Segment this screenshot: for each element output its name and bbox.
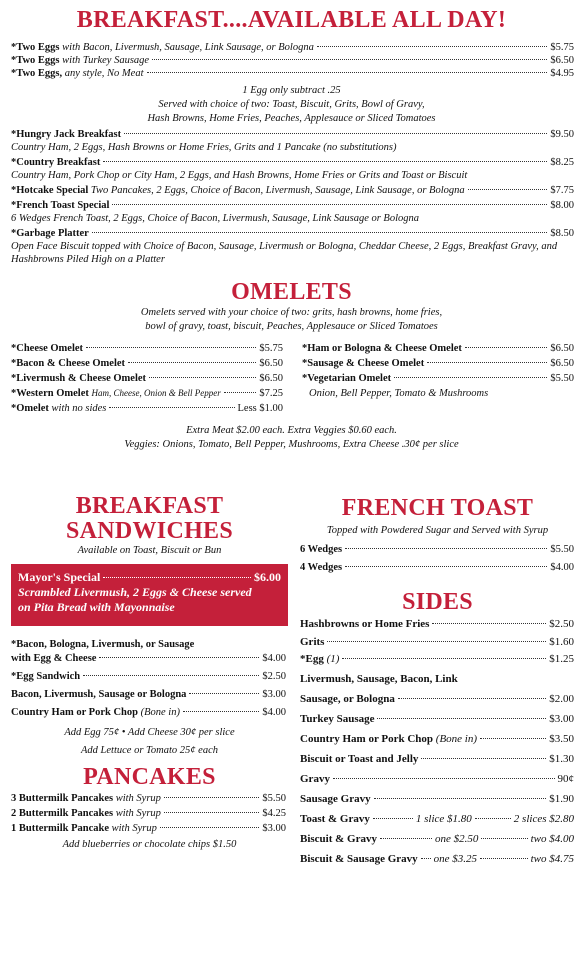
- breakfast-items: [11, 41, 574, 80]
- pancakes-note: Add blueberries or chocolate chips $1.50: [62, 839, 237, 850]
- omelets-left: [11, 342, 283, 415]
- item-description: Open Face Biscuit topped with Choice of Bacon, Sausage, Livermush or Bologna, Cheddar Cheese, 2 Eggs, Breakfast Gravy, and Hashbrowns Piled High on a Platter: [11, 241, 558, 265]
- sandwich-note-1: Add Egg 75¢ • Add Cheese 30¢ per slice: [64, 727, 235, 738]
- served-note-2: Hash Browns, Home Fries, Peaches, Applesauce or Sliced Tomatoes: [147, 113, 436, 124]
- served-note: Served with choice of two: Toast, Biscuit, Grits, Bowl of Gravy,: [158, 99, 425, 110]
- menu-item: *French Toast Special $8.00: [11, 200, 574, 211]
- item-description: Country Ham, 2 Eggs, Hash Browns or Home Fries, Grits and 1 Pancake (no substitutions): [11, 142, 397, 153]
- menu-item: with Egg & Cheese $4.00: [11, 653, 286, 664]
- mayor-name: Mayor's Special: [18, 570, 101, 584]
- item-description: Country Ham, Pork Chop or City Ham, 2 Eggs, and Hash Browns, Home Fries or Grits and Toast or Biscuit: [11, 170, 468, 181]
- menu-item: Toast & Gravy 1 slice $1.80 2 slices $2.80: [300, 812, 574, 825]
- sides-title: SIDES: [402, 589, 473, 615]
- menu-item: *Western Omelet Ham, Cheese, Onion & Bell Pepper $7.25: [11, 388, 283, 399]
- menu-item: *Egg Sandwich $2.50: [11, 671, 286, 682]
- mayor-desc-2: on Pita Bread with Mayonnaise: [18, 600, 175, 614]
- omelets-intro-1: Omelets served with your choice of two: grits, hash browns, home fries,: [140, 307, 443, 318]
- omelets-right: [302, 342, 574, 400]
- menu-item: Hashbrowns or Home Fries $2.50: [300, 618, 574, 630]
- menu-item: *Livermush & Cheese Omelet $6.50: [11, 373, 283, 384]
- menu-item: 6 Wedges $5.50: [300, 544, 574, 555]
- menu-item: Biscuit & Gravy one $2.50 two $4.00: [300, 832, 574, 845]
- egg-note: 1 Egg only subtract .25: [242, 85, 341, 96]
- menu-item: *Two Eggs with Turkey Sausage $6.50: [11, 55, 574, 66]
- menu-item: Country Ham or Pork Chop (Bone in) $3.50: [300, 732, 574, 745]
- omelets-intro: [0, 306, 583, 334]
- menu-item: *Two Eggs with Bacon, Livermush, Sausage, Link Sausage, or Bologna $5.75: [11, 42, 574, 53]
- sides-items: [300, 616, 574, 869]
- sandwich-note-2: Add Lettuce or Tomato 25¢ each: [81, 745, 218, 756]
- menu-item: *Hungry Jack Breakfast $9.50: [11, 129, 574, 140]
- menu-item: Biscuit or Toast and Jelly $1.30: [300, 752, 574, 765]
- menu-item: Grits $1.60: [300, 635, 574, 648]
- breakfast-specials: [11, 128, 574, 266]
- menu-item: 4 Wedges $4.00: [300, 562, 574, 573]
- mayor-desc-1: Scrambled Livermush, 2 Eggs & Cheese served: [18, 585, 252, 599]
- menu-item: *Omelet with no sides Less $1.00: [11, 403, 283, 414]
- breakfast-notes: [0, 84, 583, 126]
- sandwiches-sub: Available on Toast, Biscuit or Bun: [77, 545, 222, 556]
- menu-item: *Ham or Bologna & Cheese Omelet $6.50: [302, 343, 574, 354]
- menu-item: *Sausage & Cheese Omelet $6.50: [302, 358, 574, 369]
- menu-item: 1 Buttermilk Pancake with Syrup $3.00: [11, 823, 286, 834]
- menu-item: 3 Buttermilk Pancakes with Syrup $5.50: [11, 793, 286, 804]
- french-toast-sub: Topped with Powdered Sugar and Served with Syrup: [326, 525, 549, 536]
- menu-item: *Egg (1) $1.25: [300, 653, 574, 665]
- sandwich-notes: [11, 724, 288, 760]
- menu-item: *Bacon & Cheese Omelet $6.50: [11, 358, 283, 369]
- menu-item: *Two Eggs, any style, No Meat $4.95: [11, 68, 574, 79]
- french-toast-items: [300, 541, 574, 577]
- sandwiches-title-2: SANDWICHES: [65, 518, 234, 544]
- menu-item: *Hotcake Special Two Pancakes, 2 Eggs, Choice of Bacon, Livermush, Sausage, Link Sausage, or Bologna $7.75: [11, 185, 574, 196]
- pancake-items: [11, 791, 286, 836]
- menu-item: 2 Buttermilk Pancakes with Syrup $4.25: [11, 808, 286, 819]
- extras-note-2: Veggies: Onions, Tomato, Bell Pepper, Mushrooms, Extra Cheese .30¢ per slice: [124, 439, 459, 450]
- menu-item: *Country Breakfast $8.25: [11, 157, 574, 168]
- extras-note-1: Extra Meat $2.00 each. Extra Veggies $0.60 each.: [186, 425, 397, 436]
- pancakes-title: PANCAKES: [83, 764, 216, 790]
- mayors-special: [11, 564, 288, 626]
- breakfast-title: BREAKFAST....AVAILABLE ALL DAY!: [76, 7, 507, 33]
- menu-item: Gravy 90¢: [300, 772, 574, 785]
- menu-item: *Garbage Platter $8.50: [11, 228, 574, 239]
- menu-item: Biscuit & Sausage Gravy one $3.25 two $4.75: [300, 852, 574, 865]
- omelets-intro-2: bowl of gravy, toast, biscuit, Peaches, Applesauce or Sliced Tomatoes: [145, 321, 438, 332]
- sandwich-items: [11, 638, 286, 719]
- omelets-extras: [0, 424, 583, 452]
- vegetarian-description: Onion, Bell Pepper, Tomato & Mushrooms: [309, 388, 489, 399]
- menu-item: *Vegetarian Omelet $5.50: [302, 373, 574, 384]
- menu-item: Turkey Sausage $3.00: [300, 712, 574, 725]
- omelets-title: OMELETS: [231, 279, 352, 305]
- menu-item: Sausage Gravy $1.90: [300, 792, 574, 805]
- menu-item: Bacon, Livermush, Sausage or Bologna $3.00: [11, 689, 286, 700]
- sandwiches-title: [11, 494, 288, 543]
- menu-item: *Cheese Omelet $5.75: [11, 343, 283, 354]
- livermush-label: Livermush, Sausage, Bacon, Link: [300, 672, 458, 685]
- item-description: 6 Wedges French Toast, 2 Eggs, Choice of Bacon, Livermush, Sausage, Link Sausage or Bologna: [11, 213, 420, 224]
- menu-item: Country Ham or Pork Chop (Bone in) $4.00: [11, 707, 286, 718]
- french-toast-title: FRENCH TOAST: [341, 495, 534, 521]
- sandwich-combo: *Bacon, Bologna, Livermush, or Sausage: [11, 639, 195, 650]
- sandwiches-title-1: BREAKFAST: [75, 493, 224, 519]
- menu-item: Sausage, or Bologna $2.00: [300, 692, 574, 705]
- mayor-price: $6.00: [254, 570, 281, 584]
